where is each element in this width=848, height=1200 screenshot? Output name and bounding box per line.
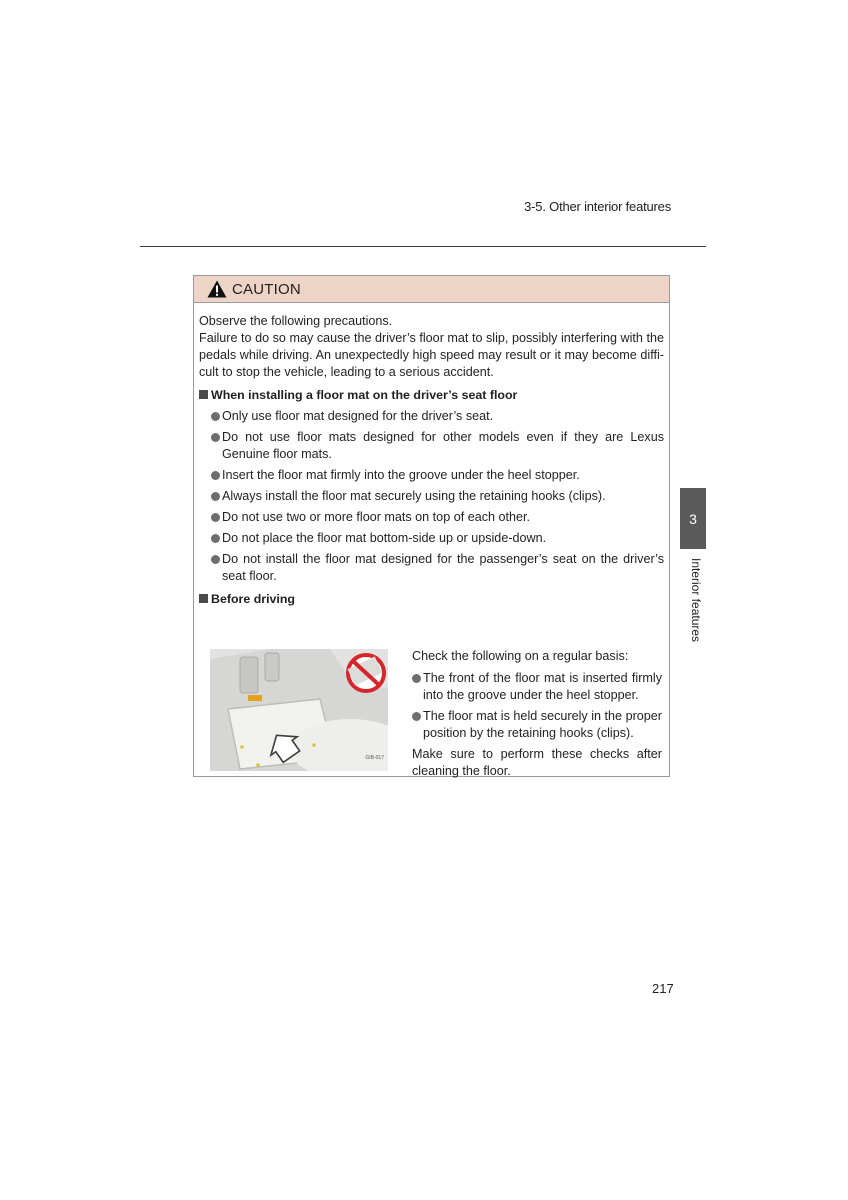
before-driving-column xyxy=(412,648,662,780)
caution-intro: Observe the following precautions. xyxy=(199,314,393,328)
caution-box xyxy=(193,275,670,777)
installing-item-text: Do not place the floor mat bottom-side up or upside-down. xyxy=(222,531,547,545)
square-bullet-icon xyxy=(199,390,208,399)
installing-item xyxy=(211,467,664,484)
installing-item xyxy=(211,488,664,505)
caution-title: CAUTION xyxy=(232,280,301,298)
bullet-dot-icon xyxy=(211,433,220,442)
installing-item-text: Do not use floor mats designed for other models even if they are Lexus Genuine floor mats. xyxy=(222,430,664,461)
installing-heading xyxy=(199,387,664,404)
floor-mat-illustration xyxy=(210,649,388,771)
bullet-dot-icon xyxy=(211,513,220,522)
warning-triangle-icon xyxy=(207,280,227,298)
chapter-tab: 3 xyxy=(680,488,706,549)
caution-intro-detail: Failure to do so may cause the driver’s floor mat to slip, possibly interfering with the pedals while driving. An unexpectedly high speed may result or it may become diffi-cult to stop the vehicle, leading to a serious accident. xyxy=(199,331,664,379)
bullet-dot-icon xyxy=(211,471,220,480)
bullet-dot-icon xyxy=(412,712,421,721)
installing-item xyxy=(211,551,664,585)
installing-item-text: Always install the floor mat securely using the retaining hooks (clips). xyxy=(222,489,606,503)
bullet-dot-icon xyxy=(211,412,220,421)
caution-body xyxy=(194,303,669,778)
installing-item-text: Do not install the floor mat designed for the passenger’s seat on the driver’s seat floor. xyxy=(222,552,664,583)
installing-item-text: Only use floor mat designed for the driver’s seat. xyxy=(222,409,494,423)
before-driving-closing: Make sure to perform these checks after cleaning the floor. xyxy=(412,747,662,778)
before-driving-item-text: The front of the floor mat is inserted firmly into the groove under the heel stopper. xyxy=(423,671,662,702)
installing-item xyxy=(211,530,664,547)
installing-item xyxy=(211,429,664,463)
before-driving-item xyxy=(412,670,662,704)
section-header: 3-5. Other interior features xyxy=(524,199,671,214)
installing-heading-text: When installing a floor mat on the driver’s seat floor xyxy=(211,388,518,402)
bullet-dot-icon xyxy=(412,674,421,683)
header-rule xyxy=(140,246,706,247)
installing-item xyxy=(211,408,664,425)
bullet-dot-icon xyxy=(211,555,220,564)
chapter-label: Interior features xyxy=(689,558,703,643)
installing-item xyxy=(211,509,664,526)
before-driving-lead: Check the following on a regular basis: xyxy=(412,649,629,663)
page-number: 217 xyxy=(652,981,674,996)
before-driving-heading-text: Before driving xyxy=(211,592,295,606)
bullet-dot-icon xyxy=(211,534,220,543)
caution-header xyxy=(194,276,669,303)
bullet-dot-icon xyxy=(211,492,220,501)
before-driving-heading xyxy=(199,591,664,608)
before-driving-item-text: The floor mat is held securely in the proper position by the retaining hooks (clips). xyxy=(423,709,662,740)
installing-item-text: Do not use two or more floor mats on top of each other. xyxy=(222,510,531,524)
image-code: GIB-017 xyxy=(365,755,384,761)
square-bullet-icon xyxy=(199,594,208,603)
before-driving-item xyxy=(412,708,662,742)
installing-item-text: Insert the floor mat firmly into the groove under the heel stopper. xyxy=(222,468,580,482)
